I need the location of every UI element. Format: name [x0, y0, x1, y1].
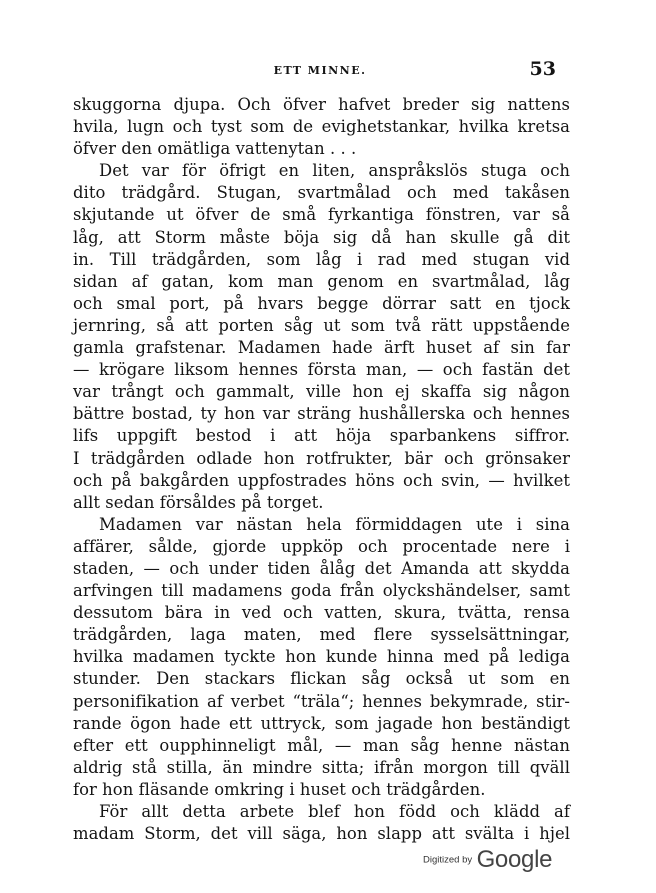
text-line: hvila, lugn och tyst som de evighetstankar, hvilka kretsa — [73, 117, 570, 137]
text-line: Madamen var nästan hela förmiddagen ute i sina — [99, 514, 570, 534]
text-line: personifikation af verbet “träla“; hennes bekymrade, stir- — [73, 691, 570, 711]
text-line: allt sedan försåldes på torget. — [73, 492, 324, 512]
text-line: lifs uppgift bestod i att höja sparbankens siffror. — [73, 426, 570, 446]
text-line: jernring, så att porten såg ut som två rätt uppstående — [73, 315, 570, 335]
running-title: ETT MINNE. — [273, 64, 367, 77]
text-line: och på bakgården uppfostrades höns och svin, — hvilket — [73, 470, 570, 490]
text-line: öfver den omätliga vattenytan . . . — [73, 139, 357, 159]
text-line: efter ett oupphinneligt mål, — man såg henne nästan — [73, 735, 570, 755]
text-line: hvilka madamen tyckte hon kunde hinna med på lediga — [73, 647, 570, 667]
text-line: Det var för öfrigt en liten, anspråkslös stuga och — [99, 161, 570, 181]
page-number: 53 — [529, 58, 556, 80]
text-line: I trädgården odlade hon rotfrukter, bär och grönsaker — [73, 448, 570, 468]
text-line: sidan af gatan, kom man genom en svartmålad, låg — [73, 271, 570, 291]
body-text — [73, 94, 570, 845]
text-line: bättre bostad, ty hon var sträng hushållerska och hennes — [73, 404, 570, 424]
text-line: skjutande ut öfver de små fyrkantiga fönstren, var så — [73, 205, 570, 225]
text-line: stunder. Den stackars flickan såg också ut som en — [73, 669, 570, 689]
text-line: staden, — och under tiden ålåg det Amanda att skydda — [73, 558, 570, 578]
text-line: trädgården, laga maten, med flere sysselsättningar, — [73, 625, 570, 645]
text-line: låg, att Storm måste böja sig då han skulle gå dit — [73, 227, 570, 247]
text-line: in. Till trädgården, som låg i rad med stugan vid — [73, 249, 570, 269]
text-line: gamla grafstenar. Madamen hade ärft huset af sin far — [73, 338, 570, 358]
google-logo: Google — [476, 846, 553, 873]
text-line: rande ögon hade ett uttryck, som jagade hon beständigt — [73, 713, 570, 733]
digitized-watermark — [423, 846, 552, 874]
text-line: aldrig stå stilla, än mindre sitta; ifrån morgon till qväll — [73, 757, 570, 777]
text-line: dito trädgård. Stugan, svartmålad och med takåsen — [73, 183, 570, 203]
text-line: — krögare liksom hennes första man, — och fastän det — [73, 360, 570, 380]
text-line: dessutom bära in ved och vatten, skura, tvätta, rensa — [73, 603, 570, 623]
text-line: arfvingen till madamens goda från olyckshändelser, samt — [73, 581, 570, 601]
text-line: skuggorna djupa. Och öfver hafvet breder sig nattens — [73, 95, 570, 114]
text-line: var trångt och gammalt, ville hon ej skaffa sig någon — [73, 382, 570, 402]
text-line: För allt detta arbete blef hon född och klädd af — [99, 802, 570, 821]
watermark-prefix: Digitized by — [423, 854, 473, 866]
text-line: for hon fläsande omkring i huset och trädgården. — [73, 779, 486, 799]
text-line: och smal port, på hvars begge dörrar satt en tjock — [73, 293, 570, 313]
text-line: affärer, sålde, gjorde uppköp och procentade nere i — [73, 536, 570, 556]
page-header — [70, 58, 570, 86]
text-line: madam Storm, det vill säga, hon slapp att svälta i hjel — [73, 824, 570, 844]
